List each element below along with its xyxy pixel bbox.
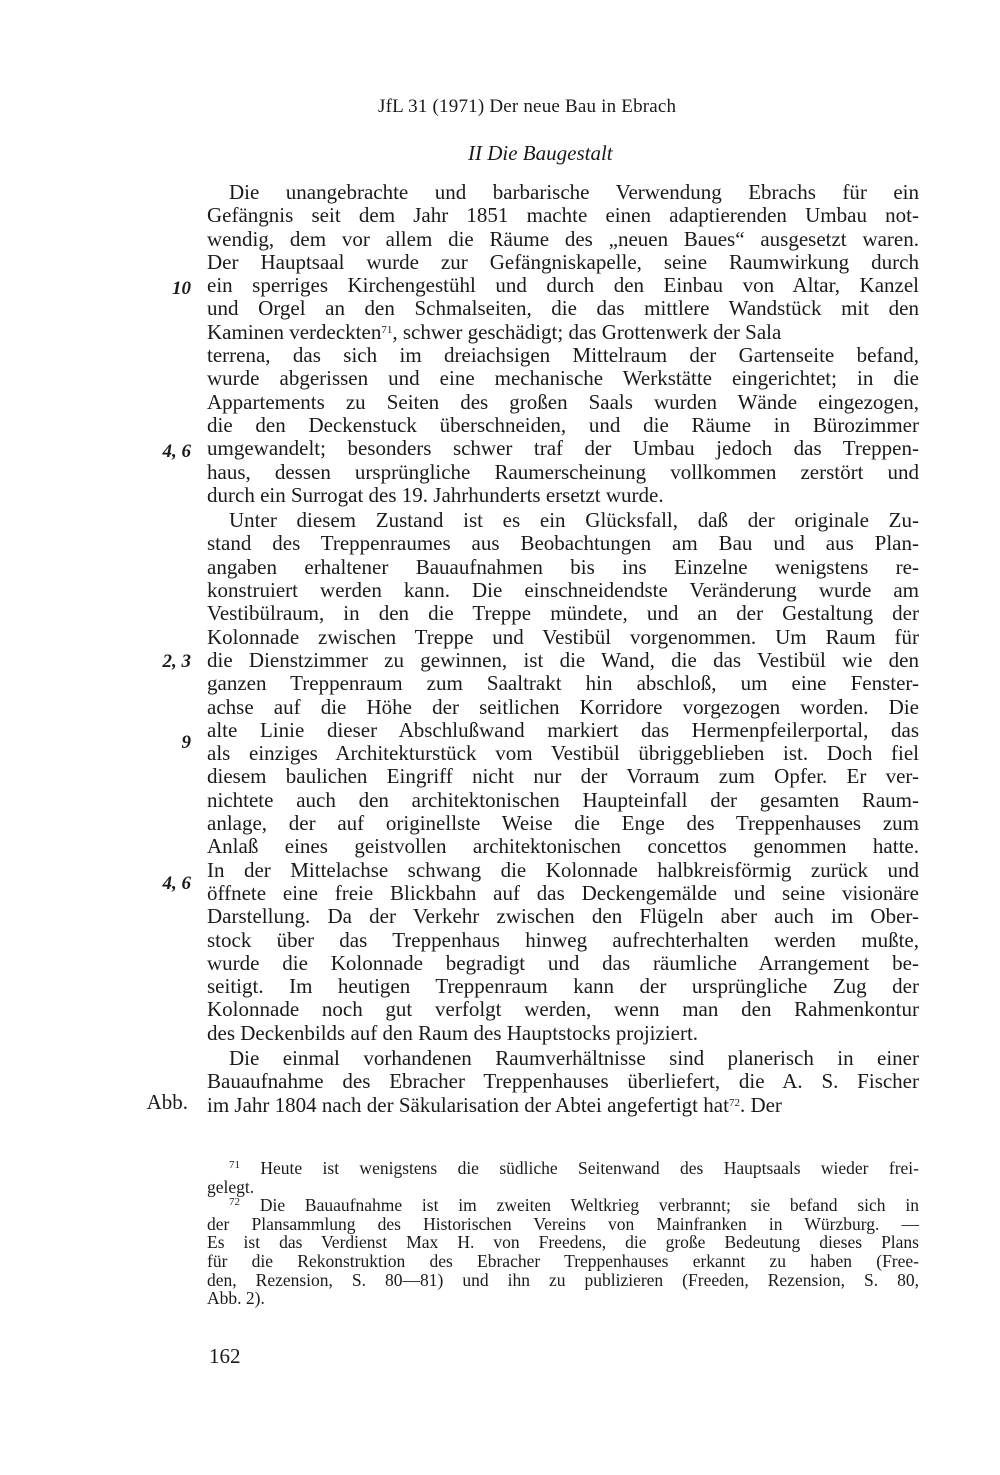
footnote-72-line: Es ist das Verdienst Max H. von Freedens, die große Bedeutung dieses Plans xyxy=(207,1232,919,1253)
section-title: II Die Baugestalt xyxy=(468,141,613,165)
text-line: angaben erhaltener Bauaufnahmen bis ins Einzelne wenigstens re- xyxy=(207,554,919,579)
text-line: Unter diesem Zustand ist es ein Glücksfall, daß der originale Zu- xyxy=(229,508,919,533)
text-line: wurde abgerissen und eine mechanische Werkstätte eingerichtet; in die xyxy=(207,366,919,391)
footnote-71-line: $^{71}$ Heute ist wenigstens die südliche Seitenwand des Hauptsaals wieder frei- xyxy=(229,1158,919,1178)
running-header: JfL 31 (1971) Der neue Bau in Ebrach xyxy=(378,96,677,117)
text-line: terrena, das sich im dreiachsigen Mittelraum der Gartenseite befand, xyxy=(207,343,919,368)
text-line: Der Hauptsaal wurde zur Gefängniskapelle, seine Raumwirkung durch xyxy=(207,249,919,274)
text-line: durch ein Surrogat des 19. Jahrhunderts ersetzt wurde. xyxy=(207,482,664,507)
text-line: Vestibülraum, in den die Treppe mündete, und an der Gestaltung der xyxy=(207,601,919,626)
body-text xyxy=(207,181,919,1117)
text-line: Darstellung. Da der Verkehr zwischen den Flügeln aber auch im Ober- xyxy=(207,904,919,929)
text-line: ein sperriges Kirchengestühl und durch den Einbau von Altar, Kanzel xyxy=(207,273,919,298)
margin-figure-ref-4-6-second: 4, 6 xyxy=(162,873,191,894)
text-line: im Jahr 1804 nach der Säkularisation der Abtei angefertigt hat$^{72}$. Der xyxy=(207,1092,782,1117)
text-line: Kolonnade zwischen Treppe und Vestibül vorgenommen. Um Raum für xyxy=(207,624,919,649)
footnote-72-line: für die Rekonstruktion des Ebracher Treppenhauses erkannt zu haben (Free- xyxy=(207,1250,919,1271)
text-line: Anlaß eines geistvollen architektonischen concettos genommen hatte. xyxy=(207,834,919,859)
footnote-ref-71[interactable]: 71 xyxy=(381,323,393,336)
text-line: seitigt. Im heutigen Treppenraum kann der ursprüngliche Zug der xyxy=(207,974,919,999)
text-line: Die unangebrachte und barbarische Verwendung Ebrachs für ein xyxy=(229,180,919,204)
text-line: achse auf die Höhe der seitlichen Korridore vorgezogen worden. Die xyxy=(207,694,919,719)
footnotes xyxy=(207,1159,919,1308)
footnote-71-mark: 71 xyxy=(229,1159,240,1171)
text-line: ganzen Treppenraum zum Saaltrakt hin abschloß, um eine Fenster- xyxy=(207,671,919,696)
text-line: wendig, dem vor allem die Räume des „neuen Baues“ ausgesetzt waren. xyxy=(207,226,919,251)
text-line: anlage, der auf originellste Weise die Enge des Treppenhauses zum xyxy=(207,811,919,836)
text-line: des Deckenbilds auf den Raum des Hauptstocks projiziert. xyxy=(207,1020,699,1045)
footnote-72-line: $^{72}$ Die Bauaufnahme ist im zweiten Weltkrieg verbrannt; sie befand sich in xyxy=(229,1195,919,1216)
text-line: alte Linie dieser Abschlußwand markiert das Hermenpfeilerportal, das xyxy=(207,717,919,742)
margin-figure-ref-4-6: 4, 6 xyxy=(162,441,191,462)
margin-figure-ref-9: 9 xyxy=(181,732,191,753)
text-line: Kolonnade noch gut verfolgt werden, wenn man den Rahmenkontur xyxy=(207,997,919,1022)
text-line: nichtete auch den architektonischen Haupteinfall der gesamten Raum- xyxy=(207,787,919,812)
text-line: stand des Treppenraumes aus Beobachtungen am Bau und aus Plan- xyxy=(207,531,919,556)
footnote-72-line: Abb. 2). xyxy=(207,1288,265,1309)
margin-abb-ref: Abb. xyxy=(146,1090,188,1114)
text-line: Gefängnis seit dem Jahr 1851 machte einen adaptierenden Umbau not- xyxy=(207,203,919,228)
text-line xyxy=(207,321,919,344)
text-line: umgewandelt; besonders schwer traf der Umbau jedoch das Treppen- xyxy=(207,436,919,461)
text-line: die den Deckenstuck überschneiden, und die Räume in Bürozimmer xyxy=(207,412,919,437)
footnote-72-line: den, Rezension, S. 80—81) und ihn zu publizieren (Freeden, Rezension, S. 80, xyxy=(207,1269,919,1290)
text-line: Appartements zu Seiten des großen Saals wurden Wände eingezogen, xyxy=(207,389,919,414)
text-line: diesem baulichen Eingriff nicht nur der Vorraum zum Opfer. Er ver- xyxy=(207,764,919,789)
margin-figure-ref-2-3: 2, 3 xyxy=(162,651,191,672)
text-line: In der Mittelachse schwang die Kolonnade halbkreisförmig zurück und xyxy=(207,857,919,882)
text-line-part: Kaminen verdeckten$^{71}$, schwer geschädigt; das Grottenwerk der Sala xyxy=(207,319,782,344)
footnote-72-mark: 72 xyxy=(229,1196,240,1209)
text-line: öffnete eine freie Blickbahn auf das Deckengemälde und seine visionäre xyxy=(207,880,919,905)
text-line: die Dienstzimmer zu gewinnen, ist die Wand, die das Vestibül wie den xyxy=(207,647,919,672)
text-line: wurde die Kolonnade begradigt und das räumliche Arrangement be- xyxy=(207,950,919,975)
text-line: konstruiert werden kann. Die einschneidendste Veränderung wurde am xyxy=(207,578,919,603)
footnote-71-line: gelegt. xyxy=(207,1176,255,1197)
text-line: stock über das Treppenhaus hinweg aufrechterhalten werden mußte, xyxy=(207,927,919,952)
text-line: haus, dessen ursprüngliche Raumerscheinung vollkommen zerstört und xyxy=(207,459,919,484)
margin-line-number-10: 10 xyxy=(172,278,191,299)
text-line: und Orgel an den Schmalseiten, die das mittlere Wandstück mit den xyxy=(207,296,919,321)
text-line: Die einmal vorhandenen Raumverhältnisse sind planerisch in einer xyxy=(229,1045,919,1070)
footnote-72-line: der Plansammlung des Historischen Vereins von Mainfranken in Würzburg. — xyxy=(207,1213,919,1234)
text-line: als einziges Architekturstück vom Vestibül übriggeblieben ist. Doch fiel xyxy=(207,741,919,766)
page-number: 162 xyxy=(209,1344,241,1368)
footnote-ref-72[interactable]: 72 xyxy=(728,1096,740,1109)
text-line: Bauaufnahme des Ebracher Treppenhauses überliefert, die A. S. Fischer xyxy=(207,1069,919,1094)
